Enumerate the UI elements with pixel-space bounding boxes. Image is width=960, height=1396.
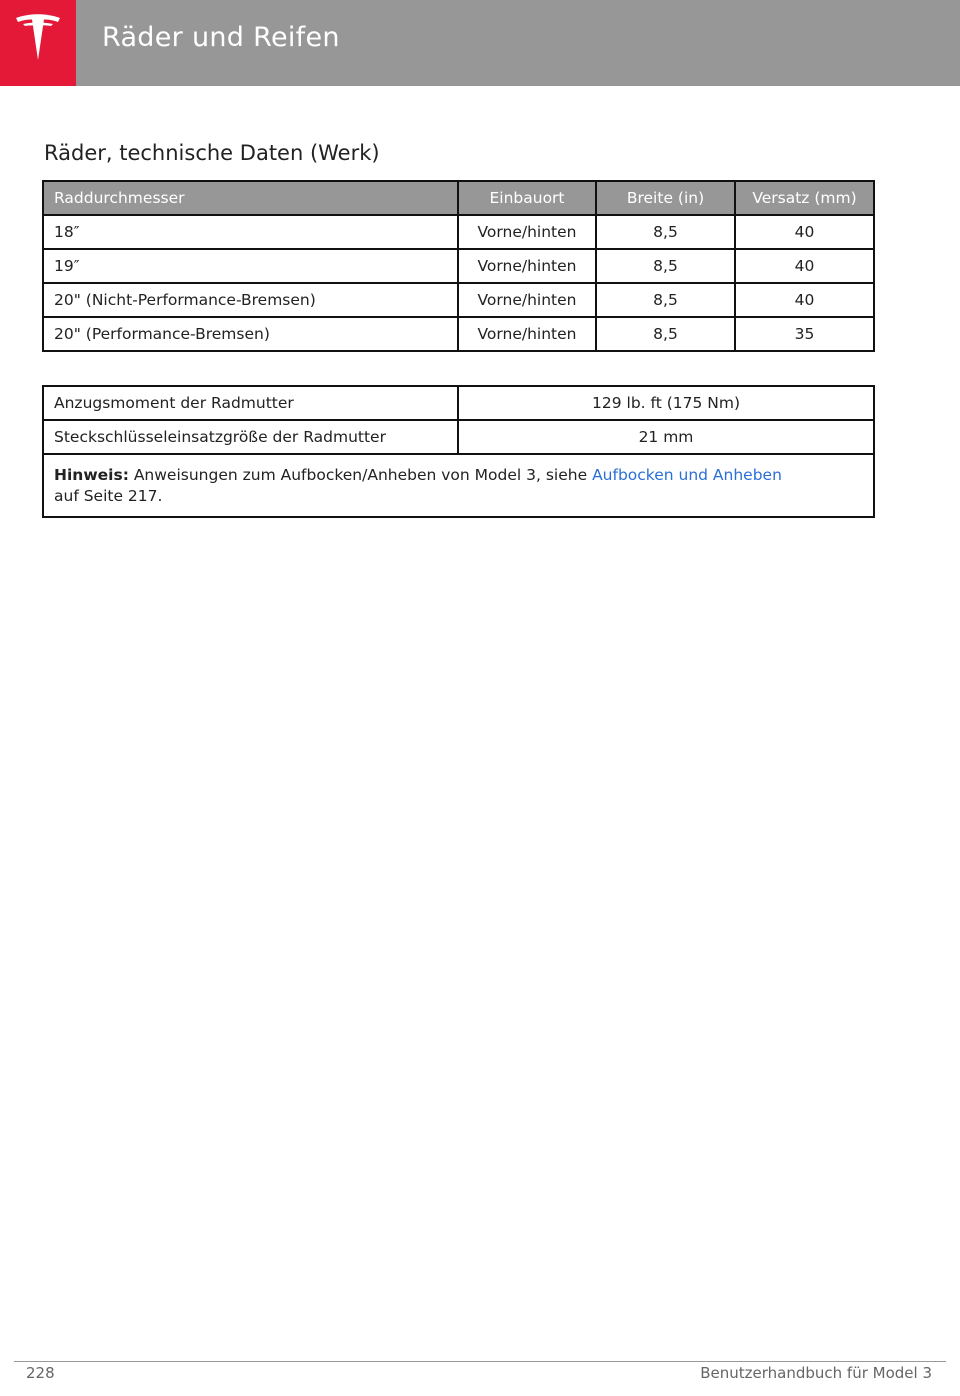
note-label: Hinweis: (54, 465, 129, 484)
jacking-lifting-link[interactable]: Aufbocken und Anheben (592, 465, 782, 484)
column-header-offset: Versatz (mm) (735, 181, 874, 215)
cell-width: 8,5 (596, 317, 735, 351)
cell-offset: 40 (735, 249, 874, 283)
cell-diameter: 18″ (43, 215, 458, 249)
cell-diameter: 19″ (43, 249, 458, 283)
manual-name: Benutzerhandbuch für Model 3 (700, 1364, 932, 1382)
cell-label: Steckschlüsseleinsatzgröße der Radmutter (43, 420, 458, 454)
table-row (43, 249, 874, 283)
cell-label: Anzugsmoment der Radmutter (43, 386, 458, 420)
table-row (43, 420, 874, 454)
note-cell (43, 454, 874, 517)
table-row (43, 317, 874, 351)
footer-divider (14, 1361, 946, 1362)
cell-value: 129 lb. ft (175 Nm) (458, 386, 874, 420)
cell-offset: 40 (735, 283, 874, 317)
table-row (43, 283, 874, 317)
cell-width: 8,5 (596, 283, 735, 317)
column-header-position: Einbauort (458, 181, 596, 215)
cell-value: 21 mm (458, 420, 874, 454)
brand-logo-box (0, 0, 76, 86)
table-header-row (43, 181, 874, 215)
page-number: 228 (26, 1364, 55, 1382)
note-text: Anweisungen zum Aufbocken/Anheben von Model 3, siehe (133, 465, 588, 484)
cell-position: Vorne/hinten (458, 317, 596, 351)
cell-offset: 35 (735, 317, 874, 351)
lug-nut-table (42, 385, 875, 518)
wheel-spec-table (42, 180, 875, 352)
cell-width: 8,5 (596, 215, 735, 249)
cell-position: Vorne/hinten (458, 215, 596, 249)
note-row (43, 454, 874, 517)
table-row (43, 215, 874, 249)
chapter-title: Räder und Reifen (102, 22, 340, 53)
cell-diameter: 20" (Performance-Bremsen) (43, 317, 458, 351)
table-row (43, 386, 874, 420)
column-header-diameter: Raddurchmesser (43, 181, 458, 215)
tesla-logo-icon (13, 14, 63, 70)
cell-position: Vorne/hinten (458, 249, 596, 283)
chapter-header (0, 0, 960, 86)
section-title: Räder, technische Daten (Werk) (44, 141, 380, 165)
note-suffix: auf Seite 217. (54, 486, 163, 505)
cell-width: 8,5 (596, 249, 735, 283)
cell-diameter: 20" (Nicht-Performance-Bremsen) (43, 283, 458, 317)
column-header-width: Breite (in) (596, 181, 735, 215)
cell-position: Vorne/hinten (458, 283, 596, 317)
cell-offset: 40 (735, 215, 874, 249)
